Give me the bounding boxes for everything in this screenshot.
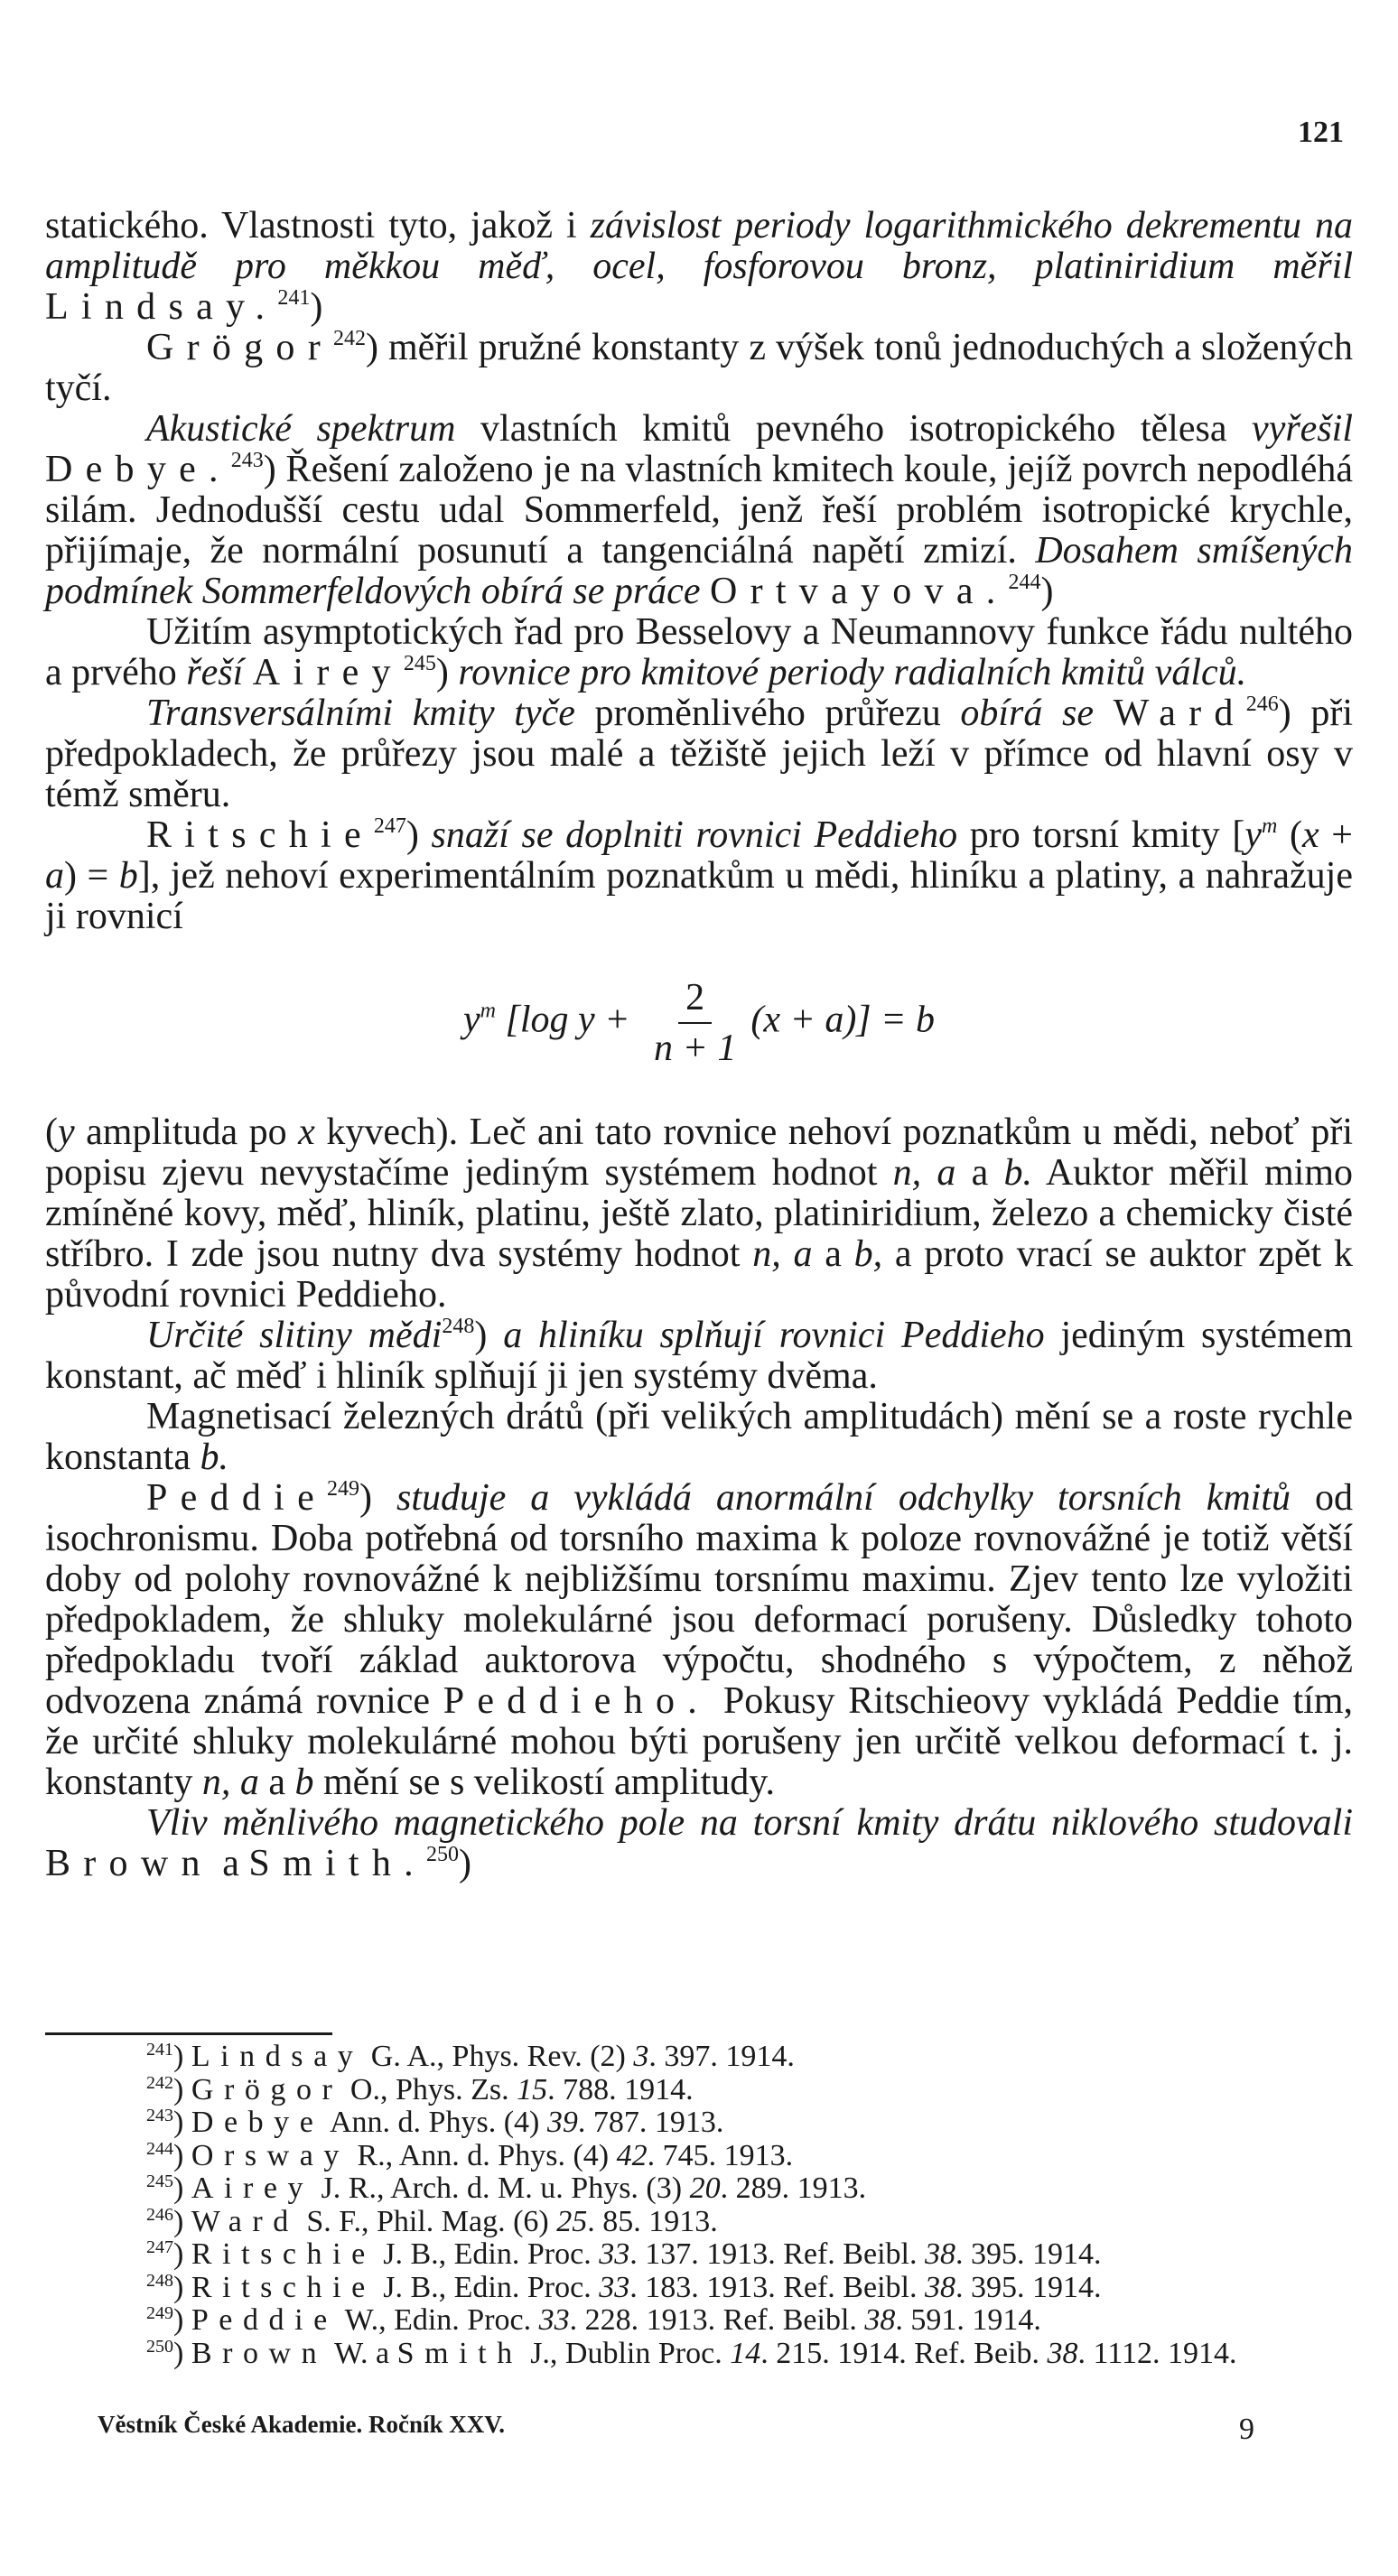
text: )	[310, 286, 323, 328]
footnote-ref[interactable]: 245	[403, 652, 436, 675]
emphasis: Určité slitiny mědi	[146, 1315, 443, 1356]
equation-right: (x + a)] = b	[750, 999, 935, 1041]
volume: 33	[599, 2270, 630, 2304]
text: )	[405, 814, 432, 856]
text: )	[173, 2106, 184, 2139]
emphasis: Akustické spektrum	[146, 408, 456, 450]
text: G. A., Phys. Rev. (2)	[363, 2040, 634, 2073]
author-name: Grögor	[146, 327, 333, 368]
text: ) měřil pružné konstanty z výšek tonů jednoduchých a složených tyčí.	[45, 327, 1353, 409]
footnote-ref[interactable]: 248	[442, 1315, 475, 1338]
footnote-244	[45, 2140, 1353, 2173]
text: )	[173, 2072, 184, 2106]
text: ) Řešení založeno je na vlastních kmitech koule, jejíž povrch nepodléhá silám. Jednodušší cestu udal Sommerfeld, jenž řeší problém isotropické krychle, přijímaje, že normální posunutí a tangenciálná napětí zmizí.	[45, 449, 1353, 572]
volume: 33	[538, 2303, 570, 2337]
fraction-numerator: 2	[678, 979, 712, 1024]
footnote-number: 250	[146, 2336, 173, 2357]
volume: 38	[1047, 2336, 1078, 2370]
equation-left: [log y +	[505, 999, 639, 1041]
equation	[45, 979, 1353, 1067]
footnote-ref[interactable]: 241	[277, 286, 311, 310]
text: vlastních kmitů pevného isotropického tělesa	[455, 408, 1253, 450]
text: . 745. 1913.	[647, 2138, 794, 2172]
author-name: Ortvayova.	[709, 571, 1009, 612]
text: mění se s velikostí amplitudy.	[313, 1762, 776, 1803]
footnotes	[45, 2041, 1353, 2370]
footnote-ref[interactable]: 243	[230, 449, 264, 472]
text: . 788. 1914.	[547, 2072, 694, 2106]
author-name: Brown	[191, 2336, 328, 2370]
footnote-number: 246	[146, 2204, 173, 2225]
emphasis: Vliv měnlivého magnetického pole na torsní kmity drátu niklového studovali	[146, 1802, 1353, 1844]
author-name: Smith.	[248, 1843, 426, 1884]
math-var: a	[45, 855, 64, 897]
text: . 395. 1914.	[955, 2237, 1102, 2271]
volume: 38	[924, 2237, 955, 2271]
footnote-ref[interactable]: 250	[425, 1843, 459, 1866]
text: pro torsní kmity [	[957, 814, 1245, 856]
text: od isochronismu. Doba potřebná od torsního maxima k poloze rovnovážné je totiž větší doby od polohy rovnovážné k nejbližšímu torsnímu maximu. Zjev tento lze vyložiti předpokladem, že shluky molekulárné jsou deformací porušeny. Důsledky tohoto předpokladu tvoří základ auktorova výpočtu, shodného s výpočtem, z něhož odvozena známá rovnice	[45, 1477, 1353, 1722]
text: statického. Vlastnosti tyto, jakož i	[45, 205, 591, 246]
author-name: Airey	[191, 2171, 314, 2205]
math-var: n, a	[201, 1762, 259, 1803]
footnote-241	[45, 2041, 1353, 2074]
paragraph-7	[45, 1112, 1353, 1316]
volume: 38	[864, 2303, 896, 2337]
math-var: b	[118, 855, 138, 897]
emphasis: Transversálními kmity tyče	[146, 693, 575, 734]
paragraph-4	[45, 612, 1353, 693]
text: J., Dublin Proc.	[522, 2336, 731, 2370]
math-var: y	[58, 1111, 75, 1153]
text	[243, 652, 253, 693]
text: ], jež nehoví experimentálním poznatkům u mědi, hliníku a platiny, a nahražuje ji rovnicí	[45, 855, 1353, 937]
text: Užitím asymptotických řad pro Besselovy a Neumannovy funkce řádu nultého a prvého	[45, 611, 1353, 693]
math-exponent: m	[1262, 814, 1278, 838]
footnote-number: 244	[146, 2138, 173, 2159]
emphasis: řeší	[186, 652, 244, 693]
text	[700, 571, 710, 612]
math-var: b,	[853, 1233, 883, 1275]
text: jediným systémem konstant, ač měď i hliník splňují ji jen systémy dvěma.	[45, 1315, 1353, 1397]
author-name: Brown	[45, 1843, 213, 1884]
text: . 397. 1914.	[648, 2040, 795, 2073]
math-var: b	[294, 1762, 314, 1803]
paragraph-10	[45, 1478, 1353, 1803]
text: S. F., Phil. Mag. (6)	[298, 2204, 557, 2238]
text: )	[173, 2336, 184, 2370]
paragraph-1	[45, 206, 1353, 328]
text: . 137. 1913. Ref. Beibl.	[629, 2237, 925, 2271]
math-var: b.	[1003, 1152, 1032, 1194]
footnote-249	[45, 2304, 1353, 2338]
volume: 42	[616, 2138, 648, 2172]
author-name: Ritschie	[146, 814, 374, 856]
journal-footer: Věstník České Akademie. Ročník XXV.	[98, 2411, 506, 2438]
text: )	[173, 2138, 184, 2172]
text: proměnlivého průřezu	[574, 693, 961, 734]
math-var: y	[1244, 814, 1263, 856]
text: ) při předpokladech, že průřezy jsou malé a těžiště jejich leží v přímce od hlavní osy v témž směru.	[45, 693, 1354, 815]
math-var: n, a	[752, 1233, 813, 1275]
main-text	[45, 206, 1353, 1884]
text: )	[458, 1843, 471, 1884]
author-name: Lindsay	[191, 2040, 364, 2073]
text	[1094, 693, 1114, 734]
text: (	[45, 1111, 58, 1153]
text: . 85. 1913.	[587, 2204, 718, 2238]
text: . 395. 1914.	[955, 2270, 1102, 2304]
footnote-ref[interactable]: 249	[327, 1477, 359, 1501]
text: J. B., Edin. Proc.	[375, 2237, 600, 2271]
emphasis: závislost periody logarithmického dekrementu na amplitudě pro měkkou měď, ocel, fosforovou bronz, platiniridium měřil	[45, 205, 1353, 287]
math-exponent: m	[480, 999, 496, 1023]
page-number: 121	[1298, 116, 1344, 149]
footnote-number: 248	[146, 2270, 173, 2291]
text: a	[212, 1843, 249, 1884]
text: . 228. 1913. Ref. Beibl.	[569, 2303, 865, 2337]
volume: 39	[546, 2106, 578, 2139]
text: . 1112. 1914.	[1077, 2336, 1237, 2370]
text: . 591. 1914.	[895, 2303, 1041, 2337]
text: )	[173, 2204, 184, 2238]
fraction	[647, 979, 743, 1067]
footnote-248	[45, 2272, 1353, 2305]
math-var: x	[298, 1111, 315, 1153]
emphasis: Dosahem smíšených podmínek Sommerfeldových obírá se práce	[45, 530, 1354, 612]
author-name: Grögor	[191, 2072, 343, 2106]
emphasis: obírá se	[960, 693, 1095, 734]
text: )	[173, 2303, 184, 2337]
text: Pokusy Ritschieovy vykládá Peddie tím, že určité shluky molekulárné mohou býti porušeny jen určitě velkou deformací t. j. konstanty	[45, 1680, 1353, 1803]
math-var: b.	[200, 1437, 228, 1478]
volume: 38	[924, 2270, 955, 2304]
text: )	[173, 2270, 184, 2304]
text: Magnetisací železných drátů (při velikých amplitudách) mění se a roste rychle konstanta	[45, 1396, 1353, 1478]
footnote-number: 241	[146, 2040, 173, 2060]
author-name: Lindsay.	[45, 286, 278, 328]
text: amplituda po	[74, 1111, 299, 1153]
volume: 15	[517, 2072, 548, 2106]
footnote-250	[45, 2338, 1353, 2371]
volume: 14	[730, 2336, 761, 2370]
footnote-246	[45, 2206, 1353, 2239]
text: )	[359, 1477, 396, 1519]
author-name: Debye.	[45, 449, 231, 490]
author-name: Peddie	[146, 1477, 327, 1519]
author-name: Ward	[191, 2204, 299, 2238]
signature-mark: 9	[1239, 2413, 1254, 2446]
author-name: Airey	[252, 652, 404, 693]
text: J. B., Edin. Proc.	[375, 2270, 600, 2304]
text: Ann. d. Phys. (4)	[323, 2106, 547, 2139]
text: W. a	[327, 2336, 397, 2370]
text: a	[812, 1233, 854, 1275]
author-name: Ritschie	[191, 2237, 376, 2271]
text: a	[955, 1152, 1004, 1194]
paragraph-8	[45, 1316, 1353, 1397]
footnote-ref[interactable]: 242	[332, 327, 366, 350]
paragraph-5	[45, 693, 1353, 815]
math-var: n, a	[892, 1152, 956, 1194]
text: O., Phys. Zs.	[342, 2072, 517, 2106]
volume: 3	[633, 2040, 649, 2073]
footnote-247	[45, 2238, 1353, 2272]
footnote-number: 249	[146, 2303, 173, 2323]
footnote-245	[45, 2172, 1353, 2206]
text: . 289. 1913.	[720, 2171, 867, 2205]
author-name: Orsway	[191, 2138, 350, 2172]
text: a	[258, 1762, 295, 1803]
math-var: y	[463, 999, 480, 1041]
text: )	[435, 652, 459, 693]
footnote-number: 243	[146, 2106, 173, 2125]
fraction-denominator: n + 1	[654, 1028, 737, 1069]
footnote-ref[interactable]: 246	[1245, 693, 1279, 716]
emphasis: a hliníku splňují rovnici Peddieho	[503, 1315, 1045, 1356]
author-name: Ward	[1113, 693, 1246, 734]
footnote-ref[interactable]: 244	[1008, 571, 1041, 594]
text: )	[173, 2040, 184, 2073]
text: J. R., Arch. d. M. u. Phys. (3)	[313, 2171, 690, 2205]
text: +	[1319, 814, 1353, 856]
paragraph-2	[45, 328, 1353, 409]
text: . 183. 1913. Ref. Beibl.	[629, 2270, 925, 2304]
paragraph-3	[45, 409, 1353, 612]
footnote-243	[45, 2106, 1353, 2140]
footnote-242	[45, 2074, 1353, 2107]
volume: 33	[599, 2237, 630, 2271]
volume: 20	[689, 2171, 721, 2205]
emphasis: snaží se doplniti rovnici Peddieho	[431, 814, 958, 856]
text: )	[173, 2237, 184, 2271]
author-name: Peddieho.	[443, 1680, 711, 1722]
text: )	[173, 2171, 184, 2205]
paragraph-6	[45, 815, 1353, 937]
text: . 215. 1914. Ref. Beib.	[760, 2336, 1048, 2370]
author-name: Peddie	[191, 2303, 338, 2337]
paragraph-9	[45, 1397, 1353, 1478]
text: (	[1277, 814, 1302, 856]
author-name: Ritschie	[191, 2270, 376, 2304]
math-var: x	[1302, 814, 1319, 856]
text: ) =	[64, 855, 119, 897]
text: R., Ann. d. Phys. (4)	[349, 2138, 617, 2172]
emphasis: rovnice pro kmitové periody radialních kmitů válců.	[458, 652, 1247, 693]
footnote-number: 242	[146, 2072, 173, 2093]
text: a proto vrací se auktor zpět k původní rovnici Peddieho.	[45, 1233, 1353, 1316]
author-name: Smith	[396, 2336, 523, 2370]
text: W., Edin. Proc.	[337, 2303, 539, 2337]
text: )	[1040, 571, 1054, 612]
emphasis: vyřešil	[1252, 408, 1353, 450]
paragraph-11	[45, 1803, 1353, 1884]
footnote-number: 247	[146, 2237, 173, 2257]
text: . 787. 1913.	[577, 2106, 724, 2139]
footnote-ref[interactable]: 247	[373, 814, 406, 838]
text: )	[474, 1315, 504, 1356]
text: kyvech). Leč ani tato rovnice nehoví poznatkům u mědi, neboť při popisu zjevu nevystačíme jediným systémem hodnot	[45, 1111, 1353, 1194]
footnote-divider	[45, 2032, 332, 2035]
footnote-number: 245	[146, 2171, 173, 2191]
volume: 25	[556, 2204, 588, 2238]
emphasis: studuje a vykládá anormální odchylky torsních kmitů	[396, 1477, 1291, 1519]
author-name: Debye	[191, 2106, 324, 2139]
text: Auktor měřil mimo zmíněné kovy, měď, hliník, platinu, ještě zlato, platiniridium, železo a chemicky čisté stříbro. I zde jsou nutny dva systémy hodnot	[45, 1152, 1354, 1275]
